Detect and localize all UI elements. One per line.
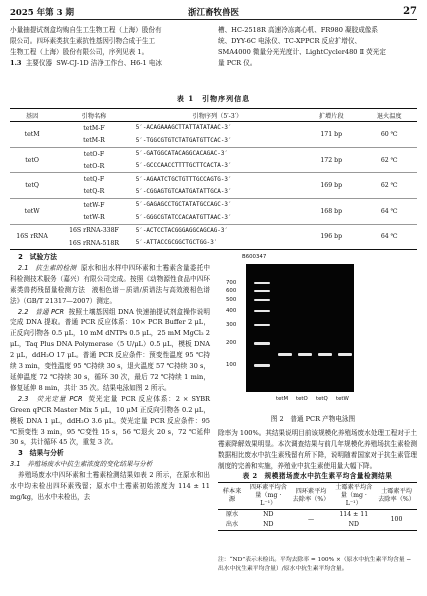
col-header: 扩增片段 — [318, 112, 344, 120]
section-1-3-title: 主要仪器 — [25, 58, 53, 67]
table-row — [10, 173, 417, 186]
section-1-3 — [10, 58, 210, 69]
size-cell: 169 bp — [301, 173, 361, 199]
intro-right — [218, 25, 417, 69]
value-cell: 114 ± 11 — [339, 511, 369, 518]
size-cell: 171 bp — [320, 131, 343, 139]
lane-label: tetW — [336, 396, 349, 402]
marker-label: 700 — [226, 280, 237, 286]
para-text: 按照土壤基因组 DNA 快速抽提试剂盒操作说明完成 DNA 提取。普通 PCR 反应体系：10× PCR Buffer 2 μL，正反向引物各 0.5 μL，10 mM dNTPs 0.5 μL，25 mM MgCl₂ 2 μL，Taq Plus DNA Polymerase（5 U/μL）0.5 μL，模板 DNA 2 μL，ddH₂O 17 μL。普通 PCR 反应条件：预变性温度 95 ℃持续 3 min，变性温度 95 ℃持续 30 s，退火温度 57 ℃持续 30 s，延伸温度 72 ℃持续 30 s，循环 30 次，最后 72 ℃持续 1 min，修复延伸 8 min，共计 35 次。结果电泳如图 2 所示。 — [10, 307, 210, 392]
intro-left — [10, 25, 210, 69]
table2-note: 注：“ND”表示未检出。平均去除率 = 100% ×（原水中抗生素平均含量 − 出水中抗生素平均含量）/原水中抗生素平均含量。 — [218, 557, 412, 572]
marker-label: 200 — [226, 340, 237, 346]
ladder-band — [254, 364, 270, 367]
table-row — [218, 510, 417, 521]
gene-cell: tetO — [10, 147, 54, 173]
primer-name: tetQ-F — [54, 173, 134, 186]
intro-line: 统、DYY-6C 电泳仪、TC-XPPCR 反应扩增仪、 — [218, 36, 362, 45]
results-column — [218, 428, 417, 472]
col-header: 基因 — [25, 112, 39, 120]
primer-seq: 5′-GATGGCATACAGGCACAGAC-3′ — [134, 147, 301, 160]
col-header: 样本来源 — [222, 488, 242, 503]
para-title: 2.2 普通 PCR — [17, 307, 65, 316]
header-rule — [10, 19, 417, 20]
paragraph-2-3 — [10, 394, 210, 449]
primer-name: 16S rRNA-518R — [68, 239, 120, 247]
primer-seq: 5′-ACAGAAAGCTTATTATATAAC-3′ — [135, 125, 232, 132]
lane-label: tetM — [276, 396, 289, 402]
value-cell: ND — [263, 511, 274, 518]
lane-label: tetO — [296, 396, 308, 402]
intro-line: 限公司。四环素类抗生素抗性基因引物合成于生工 — [10, 36, 156, 45]
gene-cell: tetQ — [10, 173, 54, 199]
journal-name: 浙江畜牧兽医 — [187, 8, 239, 18]
marker-label: 500 — [226, 297, 237, 303]
primer-seq: 5′-GGGCGTATCCACAATGTTAAC-3′ — [135, 214, 232, 221]
primer-seq: 5′-AGAATCTGCTGTTTGCCAGTG-3′ — [134, 173, 301, 186]
antibiotic-table — [218, 482, 417, 531]
temp-cell: 60 ℃ — [380, 131, 398, 139]
value-cell: — — [307, 516, 315, 523]
paragraph-2-1 — [10, 263, 210, 307]
running-header — [10, 6, 417, 20]
page-number: 27 — [403, 6, 417, 17]
sample-band — [338, 353, 352, 356]
issue-label: 2025 年第 3 期 — [10, 8, 74, 18]
figure2-caption: 图 2 普通 PCR 产物电泳图 — [270, 415, 356, 423]
primer-table — [10, 108, 417, 250]
col-header: 引物名称 — [81, 112, 107, 120]
col-header: 四环素平均含量（mg · L⁻¹） — [249, 484, 287, 507]
primer-name: tetM-R — [83, 137, 105, 145]
temp-cell: 64 ℃ — [361, 199, 417, 225]
marker-label: 300 — [226, 322, 237, 328]
primer-seq: 5′-GAGAGCCTGCTATATGCCAGC-3′ — [134, 199, 301, 212]
ladder-band — [254, 299, 270, 301]
gene-cell: 16S rRNA — [10, 224, 54, 250]
value-cell: ND — [263, 521, 274, 528]
section-1-3-text: SW-CJ-1D 洁净工作台、H6-1 电冰 — [56, 58, 163, 67]
sample-band — [278, 353, 292, 356]
sample-band — [298, 353, 312, 356]
col-header: 土霉素平均去除率（%） — [378, 488, 415, 503]
para-text: 原水和出水样中四环素和土霉素含量委托中科检测技术服务（嘉兴）有限公司完成。按照《动物源性食品中四环素类兽药残留量检测方法 液相色谱－质谱/质谱法与高效液相色谱法》（GB/T 21317—2007）测定。 — [10, 263, 210, 305]
ladder-band — [254, 290, 270, 292]
primer-name: tetW-R — [83, 214, 105, 222]
section-3-heading: 3 结果与分析 — [18, 449, 64, 458]
primer-name: 16S rRNA-338F — [54, 224, 134, 237]
temp-cell: 62 ℃ — [361, 147, 417, 173]
intro-line: 量 PCR 仪。 — [218, 58, 257, 67]
primer-seq: 5′-ACTCCTACGGGAGGCAGCAG-3′ — [134, 224, 301, 237]
sample-band — [318, 353, 332, 356]
section-2-heading: 2 试验方法 — [18, 253, 57, 261]
col-header: 引物序列（5′-3′） — [192, 112, 243, 120]
temp-cell: 62 ℃ — [361, 173, 417, 199]
intro-line: 槽、HC-2518R 高速冷冻离心机、FR980 凝胶成像系 — [218, 26, 378, 34]
marker-label: 400 — [226, 308, 237, 314]
intro-line: 生物工程（上海）股份有限公司，序列见表 1。 — [10, 47, 149, 56]
gel-image — [246, 264, 354, 392]
primer-name: tetW-F — [54, 199, 134, 212]
col-header: 四环素平均去除率（%） — [292, 488, 330, 503]
marker-name: B600347 — [242, 254, 267, 260]
paragraph-2-2 — [10, 307, 210, 394]
temp-cell: 64 ℃ — [361, 224, 417, 250]
table-row — [10, 199, 417, 212]
intro-line: 小量抽提试剂盒均购自生工生物工程（上海）股份有 — [10, 26, 162, 34]
section-3-1-heading: 3.1 养殖场废水中抗生素浓度的变化结果与分析 — [10, 460, 153, 469]
ladder-band — [254, 324, 270, 326]
paragraph-3-1: 养殖场废水中四环素和土霉素检测结果如表 2 所示，在原水和出水中均未检出四环素残留；原水中土霉素初始浓度为 114 ± 11 mg/kg，出水中未检出，去 — [10, 471, 210, 501]
ladder-band — [254, 282, 270, 284]
source-cell: 出水 — [225, 521, 239, 528]
primer-seq: 5′-GCCCAACCTTTTGCTTCACTA-3′ — [135, 163, 232, 170]
para-text: 荧光定量 PCR 反应体系：2 × SYBR Green qPCR Master Mix 5 μL，10 μM 正反向引物各 0.2 μL，模板 DNA 1 μL，ddH₂O 3.6 μL。荧光定量 PCR 反应条件：95 ℃预变性 3 min，95 ℃变性 15 s，56 ℃退火 20 s，72 ℃延伸 30 s，共计循环 45 次，重复 3 次。 — [10, 394, 210, 447]
primer-name: tetQ-R — [83, 188, 105, 196]
results-paragraph: 除率为 100%。其结果说明目前该规模化养殖场废水处理工程对于土霉素降解效果明显。本次调查结果与前几年规模化养殖场抗生素检测数据相比废水中抗生素残留有所下降，说明随着国家对于抗生素管理制度的完善和实施，养殖业中抗生素使用量大幅下降。 — [218, 429, 417, 470]
marker-label: 100 — [226, 362, 237, 368]
ladder-band — [254, 310, 270, 312]
table-row — [10, 122, 417, 135]
source-cell: 原水 — [225, 511, 239, 518]
value-cell: 100 — [390, 516, 403, 523]
table-row — [10, 147, 417, 160]
primer-name: tetM-F — [83, 124, 105, 132]
table-header-row — [218, 483, 417, 510]
size-cell: 196 bp — [301, 224, 361, 250]
size-cell: 168 bp — [301, 199, 361, 225]
para-title: 2.3 荧光定量 PCR — [17, 394, 83, 403]
gene-cell: tetM — [24, 131, 40, 139]
para-title: 2.1 抗生素的检测 — [17, 263, 77, 272]
table2-caption: 表 2 规模猪场废水中抗生素平均含量检测结果 — [242, 472, 393, 480]
value-cell: ND — [348, 521, 359, 528]
primer-seq: 5′-TGGCGTGTCTATGATGTTCAC-3′ — [135, 137, 232, 144]
col-header: 土霉素平均含量（mg · L⁻¹） — [335, 484, 373, 507]
ladder-band — [254, 342, 270, 345]
primer-name: tetO-R — [83, 162, 105, 170]
lane-label: tetQ — [316, 396, 328, 402]
marker-label: 600 — [226, 288, 237, 294]
size-cell: 172 bp — [301, 147, 361, 173]
table1-caption: 表 1 引物序列信息 — [176, 94, 251, 103]
section-1-3-num: 1.3 — [10, 58, 22, 67]
gene-cell: tetW — [10, 199, 54, 225]
table-header-row — [10, 109, 417, 122]
primer-seq: 5′-CGGAGTGTCAATGATATTGCA-3′ — [135, 188, 232, 195]
col-header: 退火温度 — [376, 112, 402, 120]
methods-column — [10, 252, 210, 503]
table-row — [10, 224, 417, 237]
primer-seq: 5′-ATTACCGCGGCTGCTGG-3′ — [135, 240, 218, 247]
gel-figure — [218, 254, 388, 410]
primer-name: tetO-F — [54, 147, 134, 160]
intro-line: SMA4000 微量分光光度计、LightCycler480 Ⅱ 荧光定 — [218, 47, 386, 56]
